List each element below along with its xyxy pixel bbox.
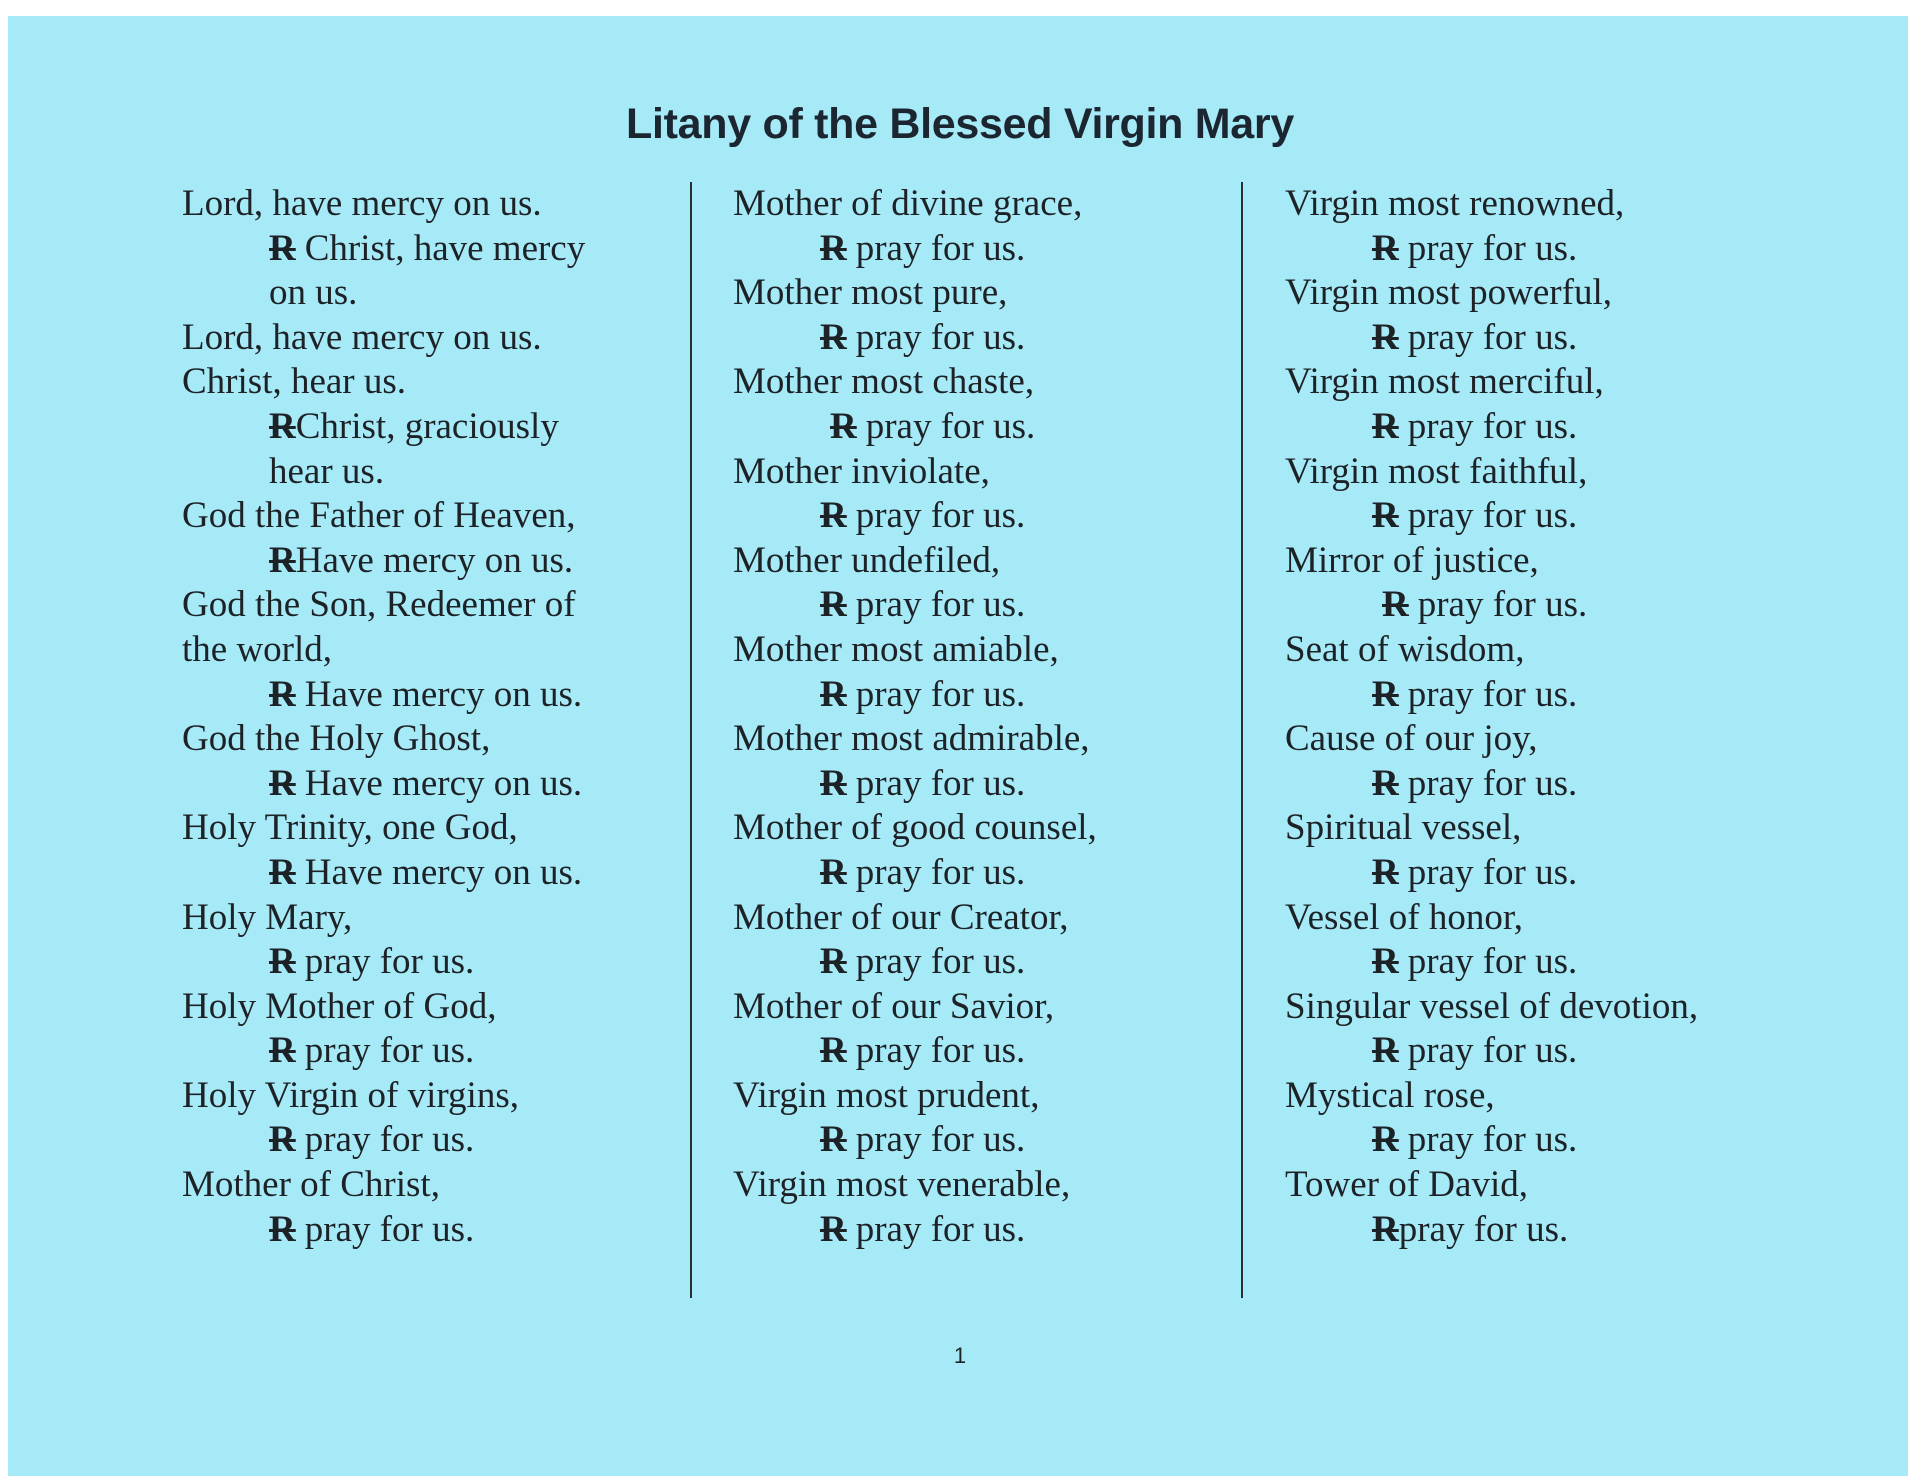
invocation-line [1285,806,1698,851]
response-symbol: R [1372,1208,1399,1250]
line-text: Virgin most merciful, [1285,361,1604,403]
response-line [733,673,1097,718]
page-number: 1 [953,1343,967,1368]
invocation-line [733,896,1097,941]
line-text: Christ, hear us. [182,361,407,403]
line-text: pray for us. [1407,227,1578,269]
line-text: Mirror of justice, [1285,539,1539,581]
line-text: pray for us. [1407,762,1578,804]
line-text: pray for us. [1398,1208,1569,1250]
litany-column-1 [182,182,585,1252]
invocation-line [1285,1163,1698,1208]
response-line [1285,940,1698,985]
invocation-line [182,1074,585,1119]
invocation-line [1285,1074,1698,1119]
invocation-line [733,360,1097,405]
line-text: Lord, have mercy on us. [182,183,542,224]
invocation-line [1285,628,1698,673]
line-text: pray for us. [855,316,1026,358]
line-text: Mystical rose, [1285,1074,1495,1116]
response-line [182,227,585,272]
line-text: Have mercy on us. [295,539,574,581]
line-text: pray for us. [1407,851,1578,893]
line-text: Virgin most prudent, [733,1074,1040,1116]
line-text: Christ, have mercy [304,227,586,269]
column-divider-2 [1241,182,1243,1298]
line-text: Spiritual vessel, [1285,807,1522,849]
response-symbol: R [820,762,847,804]
response-symbol: R [269,1030,296,1072]
response-symbol: R [820,316,847,358]
response-symbol: R [1372,227,1399,269]
line-text: pray for us. [855,1119,1026,1161]
response-symbol: R [820,851,847,893]
response-line [182,673,585,718]
line-text: Seat of wisdom, [1285,628,1525,670]
line-text: pray for us. [1407,673,1578,715]
response-line [182,1029,585,1074]
invocation-line [733,182,1097,227]
invocation-line [182,717,585,762]
invocation-line [733,1163,1097,1208]
response-line [182,539,585,584]
line-text: pray for us. [1407,405,1578,447]
invocation-line [733,806,1097,851]
response-line [182,1208,585,1253]
response-line [733,1208,1097,1253]
response-symbol: R [820,227,847,269]
line-text: Lord, have mercy on us. [182,316,542,358]
invocation-line [733,271,1097,316]
invocation-line [733,1074,1097,1119]
response-line [182,405,585,450]
invocation-line [733,717,1097,762]
response-line [1285,494,1698,539]
invocation-line [182,583,585,628]
line-text: on us. [269,272,358,314]
response-symbol: R [269,673,296,715]
response-symbol: R [269,941,296,983]
line-text: Have mercy on us. [304,673,583,715]
response-symbol: R [820,495,847,537]
response-line [733,583,1097,628]
line-text: pray for us. [1407,941,1578,983]
invocation-line [182,1163,585,1208]
line-text: Have mercy on us. [304,851,583,893]
line-text: pray for us. [855,1030,1026,1072]
invocation-line [1285,539,1698,584]
response-symbol: R [820,1208,847,1250]
response-symbol: R [269,1119,296,1161]
line-text: pray for us. [855,584,1026,626]
response-line [733,851,1097,896]
invocation-line [1285,182,1698,227]
response-symbol: R [269,1208,296,1250]
line-text: Have mercy on us. [304,762,583,804]
line-text: Virgin most renowned, [1285,183,1625,224]
line-text: pray for us. [855,495,1026,537]
line-text: pray for us. [855,673,1026,715]
response-line [1285,1118,1698,1163]
invocation-line [1285,271,1698,316]
invocation-line [733,539,1097,584]
line-text: Mother most amiable, [733,628,1059,670]
line-text: Mother of divine grace, [733,183,1083,224]
line-text: God the Holy Ghost, [182,718,491,760]
response-line [733,1118,1097,1163]
line-text: pray for us. [1407,1119,1578,1161]
response-line [733,494,1097,539]
line-text: pray for us. [304,1208,475,1250]
invocation-line [1285,896,1698,941]
line-text: hear us. [269,450,385,492]
response-line [1285,1208,1698,1253]
litany-column-3 [1285,182,1698,1252]
invocation-line [1285,985,1698,1030]
response-line [733,227,1097,272]
line-text: pray for us. [1417,584,1588,626]
response-symbol: R [1372,405,1399,447]
line-text: pray for us. [304,1119,475,1161]
line-text: pray for us. [304,941,475,983]
response-line [1285,673,1698,718]
line-text: Holy Mary, [182,896,353,938]
invocation-line [1285,717,1698,762]
line-text: Vessel of honor, [1285,896,1523,938]
invocation-line [182,494,585,539]
response-symbol: R [1372,762,1399,804]
response-symbol: R [1372,316,1399,358]
response-symbol: R [269,762,296,804]
response-line [182,940,585,985]
line-text: pray for us. [855,941,1026,983]
response-symbol: R [1372,673,1399,715]
response-symbol: R [820,584,847,626]
line-text: Mother undefiled, [733,539,1001,581]
response-symbol: R [820,1030,847,1072]
line-text: Tower of David, [1285,1164,1528,1206]
response-symbol: R [1372,1030,1399,1072]
response-line [733,1029,1097,1074]
response-line [1285,762,1698,807]
line-text: God the Son, Redeemer of [182,584,576,626]
response-symbol: R [1372,941,1399,983]
line-text: Mother of our Creator, [733,896,1069,938]
line-text: pray for us. [865,405,1036,447]
invocation-line [1285,360,1698,405]
column-divider-1 [690,182,692,1298]
line-text: Mother most pure, [733,272,1008,314]
line-text: Mother of Christ, [182,1164,440,1206]
response-line [1285,1029,1698,1074]
response-symbol: R [269,851,296,893]
response-symbol: R [269,539,296,581]
invocation-line [733,628,1097,673]
line-text: Mother most admirable, [733,718,1090,760]
invocation-line [1285,450,1698,495]
invocation-line [182,896,585,941]
invocation-line [182,985,585,1030]
line-text: pray for us. [1407,495,1578,537]
line-text: Holy Virgin of virgins, [182,1074,519,1116]
response-symbol: R [269,405,296,447]
response-line [733,316,1097,361]
response-symbol: R [269,227,296,269]
response-line [1285,316,1698,361]
line-text: God the Father of Heaven, [182,495,576,537]
line-text: Virgin most faithful, [1285,450,1588,492]
line-text: pray for us. [855,851,1026,893]
line-text: Virgin most venerable, [733,1164,1071,1206]
response-line [1285,851,1698,896]
litany-column-2 [733,182,1097,1252]
response-line [1285,227,1698,272]
line-text: Mother most chaste, [733,361,1035,403]
invocation-line [182,182,585,227]
invocation-line [733,450,1097,495]
response-symbol: R [820,941,847,983]
response-line [182,1118,585,1163]
response-symbol: R [1372,1119,1399,1161]
line-text: the world, [182,628,333,670]
response-symbol: R [820,673,847,715]
line-text: Cause of our joy, [1285,718,1538,760]
line-text: pray for us. [1407,1030,1578,1072]
line-text: pray for us. [855,227,1026,269]
line-text: Holy Mother of God, [182,985,497,1027]
response-symbol: R [1372,495,1399,537]
response-line [1285,583,1698,628]
line-text: Holy Trinity, one God, [182,807,518,849]
response-line [733,405,1097,450]
response-symbol: R [820,1119,847,1161]
line-text: pray for us. [855,1208,1026,1250]
invocation-line [182,360,585,405]
response-line [733,762,1097,807]
page-title: Litany of the Blessed Virgin Mary [626,100,1294,148]
invocation-line [182,806,585,851]
line-text: pray for us. [855,762,1026,804]
response-line [733,940,1097,985]
response-continuation-line [182,271,585,316]
response-symbol: R [830,405,857,447]
response-line [182,762,585,807]
line-text: pray for us. [1407,316,1578,358]
response-symbol: R [1382,584,1409,626]
response-line [1285,405,1698,450]
invocation-line [182,628,585,673]
invocation-line [182,316,585,361]
line-text: Christ, graciously [295,405,559,447]
line-text: Mother of good counsel, [733,807,1097,849]
line-text: pray for us. [304,1030,475,1072]
invocation-line [733,985,1097,1030]
response-continuation-line [182,450,585,495]
line-text: Mother inviolate, [733,450,990,492]
line-text: Mother of our Savior, [733,985,1055,1027]
line-text: Singular vessel of devotion, [1285,985,1699,1027]
line-text: Virgin most powerful, [1285,272,1612,314]
response-line [182,851,585,896]
response-symbol: R [1372,851,1399,893]
